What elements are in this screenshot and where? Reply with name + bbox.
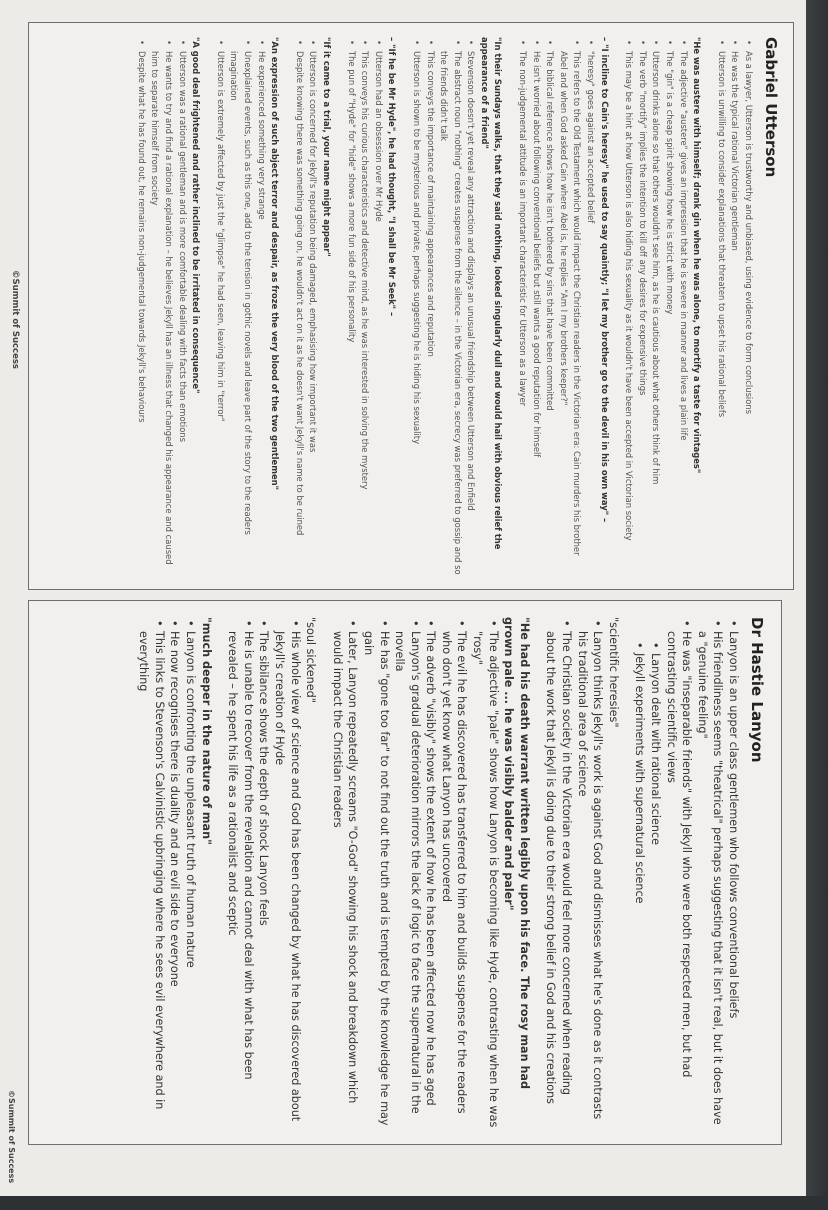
key-quote: – "I incline to Cain's heresy" he used to say quaintly; "I let my brother go to the devil in his own way" – bbox=[599, 37, 610, 523]
bullet-text: The adverb "visibly" shows the extent of how he has been affected now he has aged bbox=[424, 631, 438, 1106]
bullet-point bbox=[556, 51, 583, 575]
bullet-point bbox=[574, 631, 605, 1128]
bullet-text: This refers to the Old Testament which would impact the Christian readers in the Victorian era: Cain murders his brother Abel and when God asked Cain where Abel is, he replies "Am I my brothers keeper?" bbox=[558, 51, 583, 556]
bullet-text: Later, Lanyon repeatedly screams "O-God" showing his shock and breakdown which would impact the Christian readers bbox=[330, 631, 360, 1104]
bullet-text: Lanyon thinks Jekyll's work is against God and dismisses what he's done as it contrasts his traditional area of science bbox=[575, 631, 605, 1120]
bullet-point bbox=[516, 51, 530, 575]
bullet-text: The adjective "austere" gives an impression that he is severe in manner and lives a plain life bbox=[678, 51, 689, 441]
section-body bbox=[136, 617, 741, 1128]
bullet-text: The biblical reference shows how he isn't bothered by sins that have been committed bbox=[545, 51, 556, 411]
note-block bbox=[409, 37, 504, 575]
bullet-text: He has "gone too far" to not find out the truth and is tempted by the knowledge he may gain bbox=[361, 631, 391, 1126]
bullet-point bbox=[360, 631, 391, 1128]
bullet-point bbox=[409, 51, 423, 575]
bullet-text: He wants to try and find a rational explanation – he believes Jekyll has an illness that changed his appearance and caused him to separate himself from society bbox=[150, 51, 175, 565]
note-block bbox=[344, 37, 398, 575]
key-quote: "soul sickened" bbox=[304, 617, 318, 703]
bullet-text: Utterson is shown to be mysterious and private, perhaps suggesting he is hiding his sexuality bbox=[411, 51, 422, 445]
note-block bbox=[714, 37, 755, 575]
bullet-list bbox=[136, 617, 198, 1128]
bullet-point bbox=[529, 51, 543, 575]
bullet-text: Lanyon is confronting the unpleasant truth of human nature bbox=[184, 631, 197, 968]
note-block bbox=[516, 37, 611, 575]
sub-bullet-point: • Lanyon dealt with rational science bbox=[647, 653, 663, 1128]
bullet-point bbox=[136, 631, 167, 1128]
bullet-point bbox=[437, 51, 464, 575]
bullet-list bbox=[292, 37, 319, 575]
bullet-text: His friendliness seems "theatrical" perhaps suggesting that it isn't real, but it does have a "genuine feeling" bbox=[695, 631, 725, 1125]
bullet-list bbox=[516, 37, 598, 575]
bullet-point bbox=[632, 631, 694, 1128]
bullet-point bbox=[464, 51, 478, 575]
copyright-footer: ©Summit of Success bbox=[7, 1090, 16, 1184]
table-background-edge bbox=[0, 1196, 828, 1210]
sub-bullet-list bbox=[632, 631, 663, 1128]
key-quote: "An expression of such abject terror and despair, as froze the very blood of the two gentlemen" bbox=[270, 37, 281, 490]
bullet-text: He experienced something very strange bbox=[256, 51, 267, 220]
note-block bbox=[134, 37, 202, 575]
bullet-text: He isn't worried about following conventional beliefs but still wants a good reputation for himself bbox=[531, 51, 542, 458]
bullet-list bbox=[409, 37, 477, 575]
bullet-list bbox=[543, 617, 605, 1128]
bullet-point bbox=[543, 631, 574, 1128]
note-block bbox=[632, 617, 741, 1128]
section-title: Gabriel Utterson bbox=[762, 37, 780, 178]
bullet-point bbox=[725, 631, 741, 1128]
key-quote: "If it came to a trial, your name might appear" bbox=[321, 37, 332, 257]
bullet-list bbox=[632, 617, 741, 1128]
bullet-point bbox=[227, 51, 254, 575]
bullet-text: Utterson is extremely affected by just the "glimpse" he had seen, leaving him in "terror" bbox=[215, 51, 226, 422]
bullet-point bbox=[175, 51, 189, 575]
bullet-point bbox=[741, 51, 755, 575]
bullet-point bbox=[344, 51, 358, 575]
bullet-point bbox=[694, 631, 725, 1128]
bullet-point bbox=[423, 51, 437, 575]
bullet-text: Utterson is unwilling to consider explanations that threaten to upset his rational beliefs bbox=[716, 51, 727, 418]
bullet-text: As a lawyer, Utterson is trustworthy and unbiased, using evidence to form conclusions bbox=[744, 51, 754, 415]
bullet-text: The non-judgemental attitude is an important characteristic for Utterson as a lawyer bbox=[518, 51, 529, 407]
bullet-text: The "gin" is a cheap spirit showing how he is strict with money bbox=[665, 51, 676, 315]
note-block bbox=[622, 37, 704, 575]
bullet-text: He was the typical rational Victorian gentleman bbox=[730, 51, 741, 251]
bullet-point bbox=[583, 51, 597, 575]
note-block bbox=[329, 617, 532, 1128]
bullet-text: This may be a hint at how Utterson is also hiding his sexuality as it wouldn't have been accepted in Victorian society bbox=[624, 51, 635, 541]
bullet-text: His whole view of science and God has been changed by what he has discovered about Jekyll's creation of Hyde bbox=[272, 631, 302, 1122]
bullet-point bbox=[543, 51, 557, 575]
bullet-point bbox=[470, 631, 501, 1128]
note-block bbox=[292, 37, 333, 575]
bullet-point bbox=[649, 51, 663, 575]
bullet-point bbox=[635, 51, 649, 575]
bullet-point bbox=[622, 51, 636, 575]
bullet-point bbox=[148, 51, 175, 575]
note-block bbox=[136, 617, 214, 1128]
bullet-text: The abstract noun "nothing" creates suspense from the silence – in the Victorian era, secrecy was preferred to gossip and so the friends didn't talk bbox=[439, 51, 463, 575]
key-quote: – "If he be Mr Hyde", he had thought, "I shall be Mr Seek" – bbox=[387, 37, 398, 317]
bullet-point bbox=[392, 631, 423, 1128]
key-quote: "He had his death warrant written legibly upon his face. The rosy man had grown pale ... he was visibly balder and paler" bbox=[502, 617, 531, 1089]
note-block bbox=[213, 37, 281, 575]
bullet-list bbox=[213, 37, 267, 575]
key-quote: "scientific heresies" bbox=[606, 617, 620, 728]
table-background bbox=[806, 0, 828, 1210]
bullet-list bbox=[225, 617, 303, 1128]
bullet-list bbox=[714, 37, 755, 575]
note-block bbox=[543, 617, 621, 1128]
bullet-point bbox=[306, 51, 320, 575]
sub-bullet-point: • Jekyll experiments with supernatural science bbox=[632, 653, 648, 1128]
bullet-list bbox=[344, 37, 385, 575]
key-quote: "A good deal frightened and rather inclined to be irritated in consequence" bbox=[191, 37, 202, 394]
bullet-text: Utterson had an obsession over Mr Hyde bbox=[373, 51, 384, 222]
bullet-text: Utterson drinks alone so that others wouldn't see him, as he is cautious about what others think of him bbox=[651, 51, 662, 485]
bullet-text: This conveys the importance of maintaining appearances and reputation bbox=[425, 51, 436, 357]
key-quote: "much deeper in the nature of man" bbox=[199, 617, 213, 845]
bullet-list bbox=[622, 37, 690, 575]
bullet-point bbox=[423, 631, 439, 1128]
bullet-point bbox=[728, 51, 742, 575]
bullet-text: Utterson is concerned for Jekyll's reputation being damaged, emphasising how important it was bbox=[308, 51, 319, 453]
bullet-point bbox=[438, 631, 469, 1128]
bullet-text: The evil he has discovered has transferred to him and builds suspense for the readers who don't yet know what Lanyon has uncovered bbox=[439, 631, 469, 1114]
bullet-text: Unexplained events, such as this one, add to the tension in gothic novels and leave part of the story to the readers imagination bbox=[229, 51, 253, 535]
section-title: Dr Hastie Lanyon bbox=[748, 617, 766, 763]
bullet-point bbox=[225, 631, 256, 1128]
bullet-text: The pun of "Hyde" for "hide" shows a more fun side of his personality bbox=[346, 51, 357, 343]
key-quote: "He was austere with himself; drank gin when he was alone, to mortify a taste for vintages" bbox=[692, 37, 703, 474]
bullet-text: The verb "mortify" implies the intention to kill off any desires for expensive things bbox=[637, 51, 648, 396]
bullet-text: Despite knowing there was something going on, he wouldn't act on it as he doesn't want Jekyll's name to be ruined bbox=[294, 51, 305, 536]
note-block bbox=[225, 617, 319, 1128]
bullet-point bbox=[371, 51, 385, 575]
bullet-list bbox=[329, 617, 501, 1128]
bullet-point bbox=[213, 51, 227, 575]
bullet-point bbox=[256, 631, 272, 1128]
bullet-text: This conveys his curious characteristics and detective mind, as he was interested in solving the mystery bbox=[360, 51, 371, 490]
bullet-text: Utterson was a rational gentleman and is more comfortable dealing with facts than emotions bbox=[177, 51, 188, 442]
bullet-text: Lanyon's gradual deterioration mirrors the lack of logic to face the supernatural in the novella bbox=[393, 631, 422, 1114]
bullet-text: Lanyon is an upper class gentlemen who follows conventional beliefs bbox=[727, 631, 740, 1019]
bullet-point bbox=[662, 51, 676, 575]
bullet-point bbox=[292, 51, 306, 575]
bullet-point bbox=[676, 51, 690, 575]
bullet-point bbox=[271, 631, 302, 1128]
bullet-point bbox=[182, 631, 198, 1128]
bullet-text: "heresy" goes against an accepted belief bbox=[586, 51, 597, 224]
lanyon-panel bbox=[28, 600, 782, 1145]
bullet-text: He now recognises there is duality and an evil side to everyone bbox=[168, 631, 182, 987]
bullet-point bbox=[134, 51, 148, 575]
key-quote: "In their Sundays walks, that they said nothing, looked singularly dull and would hail with obvious relief the appearance of a friend" bbox=[479, 37, 504, 550]
bullet-text: The Christian society in the Victorian era would feel more concerned when reading about the work that Jekyll is doing due to their strong belief in God and his creations bbox=[544, 631, 574, 1105]
bullet-point bbox=[254, 51, 268, 575]
bullet-text: Stevenson doesn't yet reveal any attraction and displays an unusual friendship between Utterson and Enfield bbox=[466, 51, 477, 511]
bullet-point bbox=[329, 631, 360, 1128]
bullet-list bbox=[134, 37, 188, 575]
utterson-panel bbox=[28, 22, 794, 590]
bullet-point bbox=[167, 631, 183, 1128]
copyright-footer: ©Summit of Success bbox=[10, 270, 20, 369]
bullet-text: He was "inseparable friends" with Jekyll who were both respected men, but had contrasting scientific views bbox=[664, 631, 694, 1078]
bullet-text: The sibilance shows the depth of shock Lanyon feels bbox=[257, 631, 271, 926]
bullet-text: This links to Stevenson's Calvinistic upbringing where he sees evil everywhere and in everything bbox=[137, 631, 166, 1110]
bullet-point bbox=[714, 51, 728, 575]
section-body bbox=[134, 37, 755, 575]
bullet-text: He is unable to recover from the revelation and cannot deal with what has been revealed – he spent his life as a rationalist and sceptic bbox=[226, 631, 255, 1080]
bullet-text: Despite what he has found out, he remains non-judgemental towards Jekyll's behaviours bbox=[136, 51, 147, 423]
bullet-text: The adjective "pale" shows how Lanyon is becoming like Hyde, contrasting when he was "rosy" bbox=[471, 631, 500, 1128]
bullet-point bbox=[358, 51, 372, 575]
